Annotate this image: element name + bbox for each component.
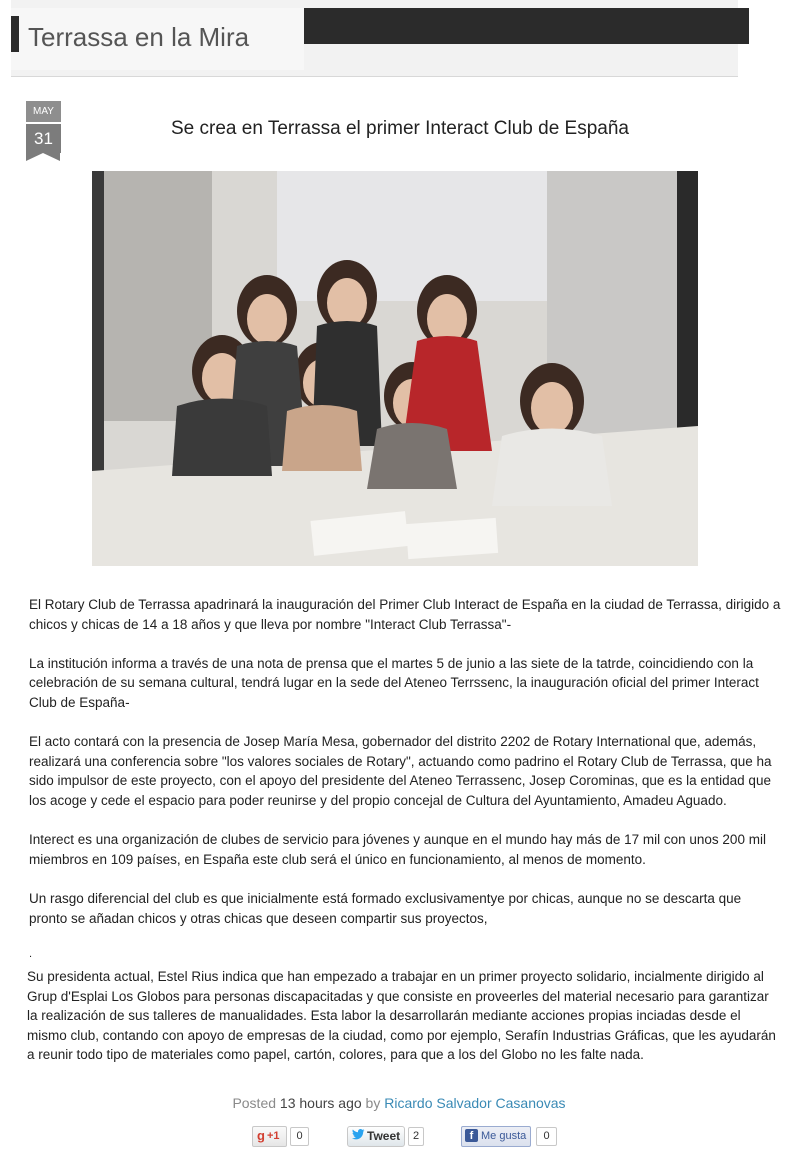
post-body xyxy=(29,595,781,948)
twitter-bird-icon xyxy=(352,1129,364,1141)
gplus-label: +1 xyxy=(267,1130,280,1142)
post-date-month: MAY xyxy=(26,101,61,122)
post-date-badge xyxy=(26,101,61,161)
post-paragraph: El Rotary Club de Terrassa apadrinará la inauguración del Primer Club Interact de España en la ciudad de Terrassa, dirigido a chicos y chicas de 14 a 18 años y que lleva por nombre "Interact Club Terrassa"- xyxy=(29,597,781,632)
post-byline xyxy=(0,1095,798,1111)
paragraph-separator: . xyxy=(29,948,33,960)
facebook-like-widget xyxy=(461,1126,561,1146)
tweet-label: Tweet xyxy=(367,1129,401,1143)
tweet-button[interactable] xyxy=(347,1126,405,1147)
gplus-count: 0 xyxy=(290,1127,309,1146)
post-paragraph: El acto contará con la presencia de Josep María Mesa, gobernador del distrito 2202 de Rotary International que, además, realizará una conferencia sobre "los valores sociales de Rotary", actuando como padrino el Rotary Club de Terrassa, que ha sido impulsor de este proyecto, con el apoyo del presidente del Ateneo Terrassenc, Josep Corominas, que es la entidad que los acoge y cede el espacio para poder reunirse y del propio concejal de Cultura del Ayuntamiento, Amadeu Aguado. xyxy=(29,734,772,808)
gplus-widget xyxy=(252,1126,312,1146)
gplus-icon: g xyxy=(257,1128,265,1143)
post-photo xyxy=(92,171,698,566)
blog-title[interactable]: Terrassa en la Mira xyxy=(28,22,250,52)
byline-posted: Posted xyxy=(232,1095,277,1111)
blog-header xyxy=(11,0,738,77)
byline-by: by xyxy=(365,1095,381,1111)
byline-time[interactable]: 13 hours ago xyxy=(279,1095,362,1111)
gplus-button[interactable] xyxy=(252,1126,287,1147)
tweet-widget xyxy=(347,1126,427,1146)
post-date-day: 31 xyxy=(26,124,61,153)
group-photo-image xyxy=(92,171,698,566)
header-accent xyxy=(11,16,19,52)
header-dark-bar xyxy=(304,8,749,44)
post-paragraph: Interect es una organización de clubes de servicio para jóvenes y aunque en el mundo hay más de 17 mil con unos 200 mil miembros en 109 países, en España este club será el único en funcionamiento, al menos de momento. xyxy=(29,832,766,867)
post-paragraph: Un rasgo diferencial del club es que inicialmente está formado exclusivamentye por chicas, aunque no se descarta que pronto se añadan chicos y otras chicas que deseen compartir sus proyectos, xyxy=(29,890,742,926)
post-title[interactable]: Se crea en Terrassa el primer Interact Club de España xyxy=(171,118,629,139)
date-badge-ribbon xyxy=(26,153,60,161)
post-paragraph-last: Su presidenta actual, Estel Rius indica que han empezado a trabajar en un primer proyecto solidario, incialmente dirigido al Grup d'Esplai Los Globos para personas discapacitadas y que consiste en proveerles del material necesario para garantizar la realización de sus talleres de manualidades. Esta labor la desarrollarán mediante acciones propias inciadas desde el mismo club, contando con apoyo de empresas de la ciudad, como por ejemplo, Serafín Industrias Gráficas, que les ayudarán a reunir todo tipo de materiales como papel, cartón, colores, para que a los del Globo no les falte nada. xyxy=(27,969,776,1063)
facebook-like-count: 0 xyxy=(536,1127,557,1146)
facebook-like-label: Me gusta xyxy=(481,1130,527,1142)
tweet-count: 2 xyxy=(408,1127,424,1146)
header-title-tab xyxy=(11,8,304,70)
post-paragraph: La institución informa a través de una nota de prensa que el martes 5 de junio a las siete de la tatrde, coincidiendo con la celebración de su semana cultural, tendrá lugar en la sede del Ateneo Terrssenc, la inauguración oficial del primer Interact Club de España- xyxy=(29,655,759,710)
facebook-like-button[interactable] xyxy=(461,1126,531,1147)
byline-author-link[interactable]: Ricardo Salvador Casanovas xyxy=(384,1095,566,1111)
facebook-icon: f xyxy=(465,1129,478,1142)
